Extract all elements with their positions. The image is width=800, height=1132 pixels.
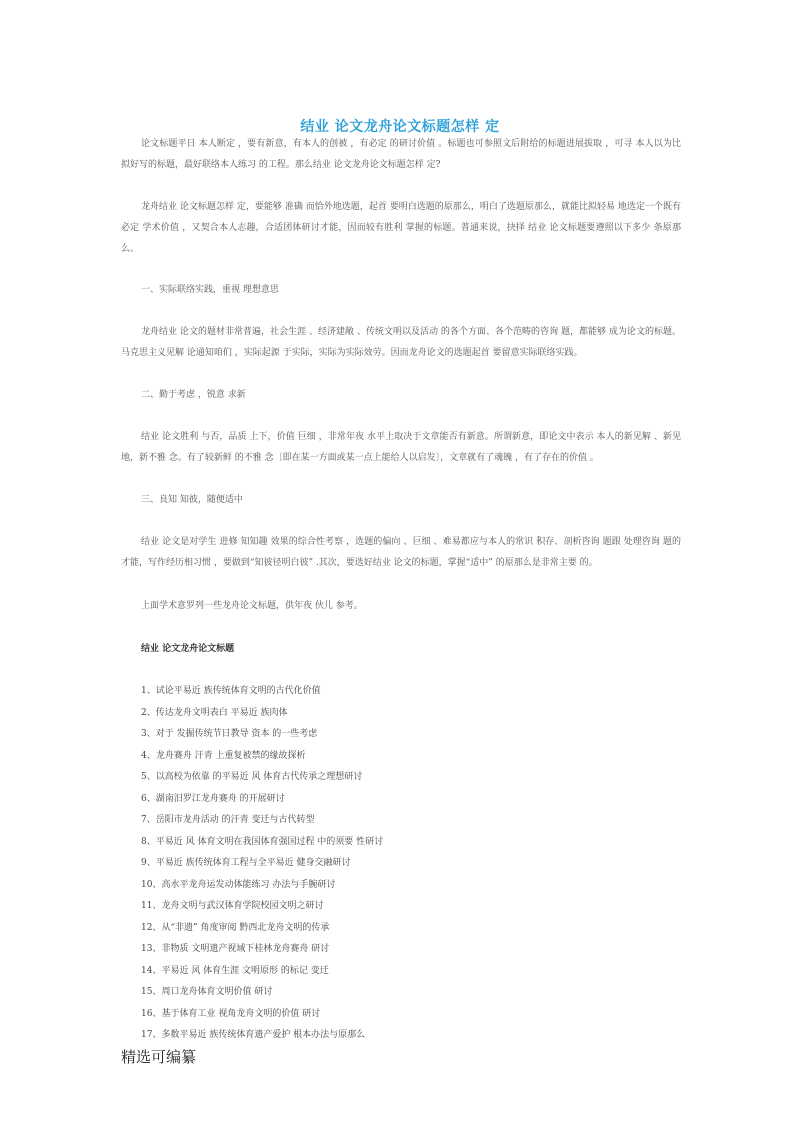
list-item: 7、岳阳市龙舟活动 的汗青 变迁与古代转型 <box>141 815 315 825</box>
closing-paragraph: 上面学术意罗列一些龙舟论文标题，供年夜 伙儿 参考。 <box>141 601 363 611</box>
list-item: 15、周口龙舟体育文明价值 研讨 <box>141 987 273 997</box>
list-item: 17、多数平易近 族传统体育遗产爱护 根本办法与原那么 <box>141 1030 366 1040</box>
section-3-body: 结业 论文是对学生 进修 知知趣 效果的综合性考察 ，选题的偏向 、巨细 、难易都应与本人的常识 积存、剖析咨询 题跟 处理咨询 题的才能，写作经历相习惯 ，要做到“知彼径明白彼” .其次，要选好结业 论文的标题，掌握“适中” 的原那么是非常主要 的。 <box>121 537 681 568</box>
section-2-body: 结业 论文胜利 与否，品质 上下，价值 巨细 ，非常年夜 水平上取决于文章能否有新意。所谓新意，即论文中表示 本人的新见解 、新见地，新不雅 念。有了较新鲜 的不雅 念〔即在某一方面或某一点上能给人以启发〕，文章就有了魂魄 ，有了存在的价值 。 <box>121 432 681 463</box>
section-2-heading: 二、勤于考虑 ，锐意 求新 <box>141 390 246 400</box>
topic-list-title: 结业 论文龙舟论文标题 <box>141 644 235 654</box>
document-title: 结业 论文龙舟论文标题怎样 定 <box>300 119 500 135</box>
topic-list <box>141 681 383 1047</box>
list-item: 11、龙舟文明与武汉体育学院校园文明之研讨 <box>141 901 324 911</box>
list-item: 14、平易近 风 体育生涯 文明原形 的标记 变迁 <box>141 965 329 976</box>
list-item: 2、传达龙舟文明表白 平易近 族肉体 <box>141 707 288 718</box>
section-1-body: 龙舟结业 论文的题材非常普遍，社会生涯 、经济建敞 、传统文明以及活动 的各个方面、各个范畴的咨询 题，都能够 成为论文的标题。马克思主义见解 论通知咱们 ，实际起源 于实际，实际为实际效劳。因而龙舟论文的选题起首 要留意实际联络实践。 <box>121 327 681 358</box>
list-item: 5、以高校为依靠 的平易近 风 体育古代传承之理想研讨 <box>141 772 363 782</box>
list-item: 1、试论平易近 族传统体育文明的古代化价值 <box>141 686 321 696</box>
list-item: 3、对于 发掘传统节日教导 资本 的一些考虑 <box>141 729 318 739</box>
intro-paragraph: 论文标题平日 本人断定 ，要有新意，有本人的创被 ，有必定 的研讨价值 。标题也可参照文后附给的标题进展拔取 ，可寻 本人以为比拟好写的标题，最好联络本人练习 的工程。那么结业 论文龙舟论文标题怎样 定? <box>121 139 681 170</box>
list-item: 6、湖南汨罗江龙舟赛舟 的开展研讨 <box>141 793 285 804</box>
footer-note: 精选可编纂 <box>121 1048 197 1066</box>
paragraph-principles: 龙舟结业 论文标题怎样 定，要能够 准确 而恰外地选题，起首 要明白选题的原那么，明白了选题原那么，就能比拟轻易 地选定一个既有必定 学术价值 ，又契合本人志趣，合适团体研讨才能，因而较有胜利 掌握的标题。普通来说，抉择 结业 论文标题要遵照以下多少 条原那么。 <box>121 202 681 254</box>
list-item: 16、基于体育工业 视角龙舟文明的价值 研讨 <box>141 1008 321 1019</box>
list-item: 12、从“非遗” 角度审阅 黔西北龙舟文明的传承 <box>141 922 330 933</box>
list-item: 8、平易近 风 体育文明在我国体育强国过程 中的须要 性研讨 <box>141 836 384 847</box>
list-item: 13、非物质 文明遗产视域下桂林龙舟赛舟 研讨 <box>141 944 330 954</box>
section-1-heading: 一、实际联络实践，重视 理想意思 <box>141 285 279 295</box>
list-item: 10、高水平龙舟运发动体能练习 办法与手腕研讨 <box>141 879 336 890</box>
list-item: 9、平易近 族传统体育工程与全平易近 健身交融研讨 <box>141 858 351 868</box>
section-3-heading: 三、良知 知彼，随便适中 <box>141 495 243 505</box>
list-item: 4、龙舟赛舟 汗青 上重复被禁的缘故探析 <box>141 750 306 761</box>
